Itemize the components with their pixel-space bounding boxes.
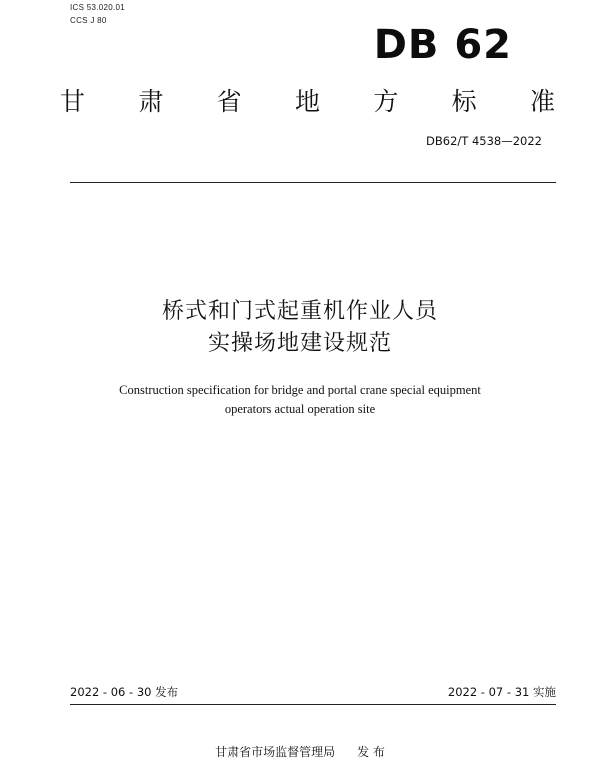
standard-type-char: 省	[216, 87, 242, 116]
standard-type-heading	[60, 84, 555, 120]
bottom-divider	[70, 704, 556, 705]
issue-date: 2022 - 06 - 30 发布	[70, 685, 179, 699]
standard-type-char: 准	[529, 87, 555, 116]
top-divider	[70, 182, 556, 183]
standard-number: DB62/T 4538—2022	[426, 134, 542, 148]
publish-action: 发 布	[357, 745, 385, 759]
publisher-name: 甘肃省市场监督管理局	[215, 745, 336, 759]
standard-type-char: 方	[373, 87, 399, 116]
standard-type-char: 甘	[60, 87, 86, 116]
ics-code: ICS 53.020.01	[70, 3, 126, 12]
ccs-code: CCS J 80	[70, 16, 107, 25]
chinese-title-line: 桥式和门式起重机作业人员	[161, 299, 438, 324]
english-title	[0, 381, 600, 419]
standard-type-char: 肃	[138, 87, 164, 116]
implementation-date: 2022 - 07 - 31 实施	[447, 685, 556, 699]
standard-type-char: 标	[451, 87, 477, 116]
english-title-line: operators actual operation site	[224, 402, 376, 416]
standard-type-char: 地	[294, 87, 320, 116]
publisher-line	[0, 744, 600, 760]
english-title-line: Construction specification for bridge and portal crane special equipment	[119, 383, 481, 397]
chinese-title-line: 实操场地建设规范	[207, 331, 392, 356]
chinese-title	[0, 296, 600, 360]
db62-logo: DB 62	[373, 22, 512, 68]
